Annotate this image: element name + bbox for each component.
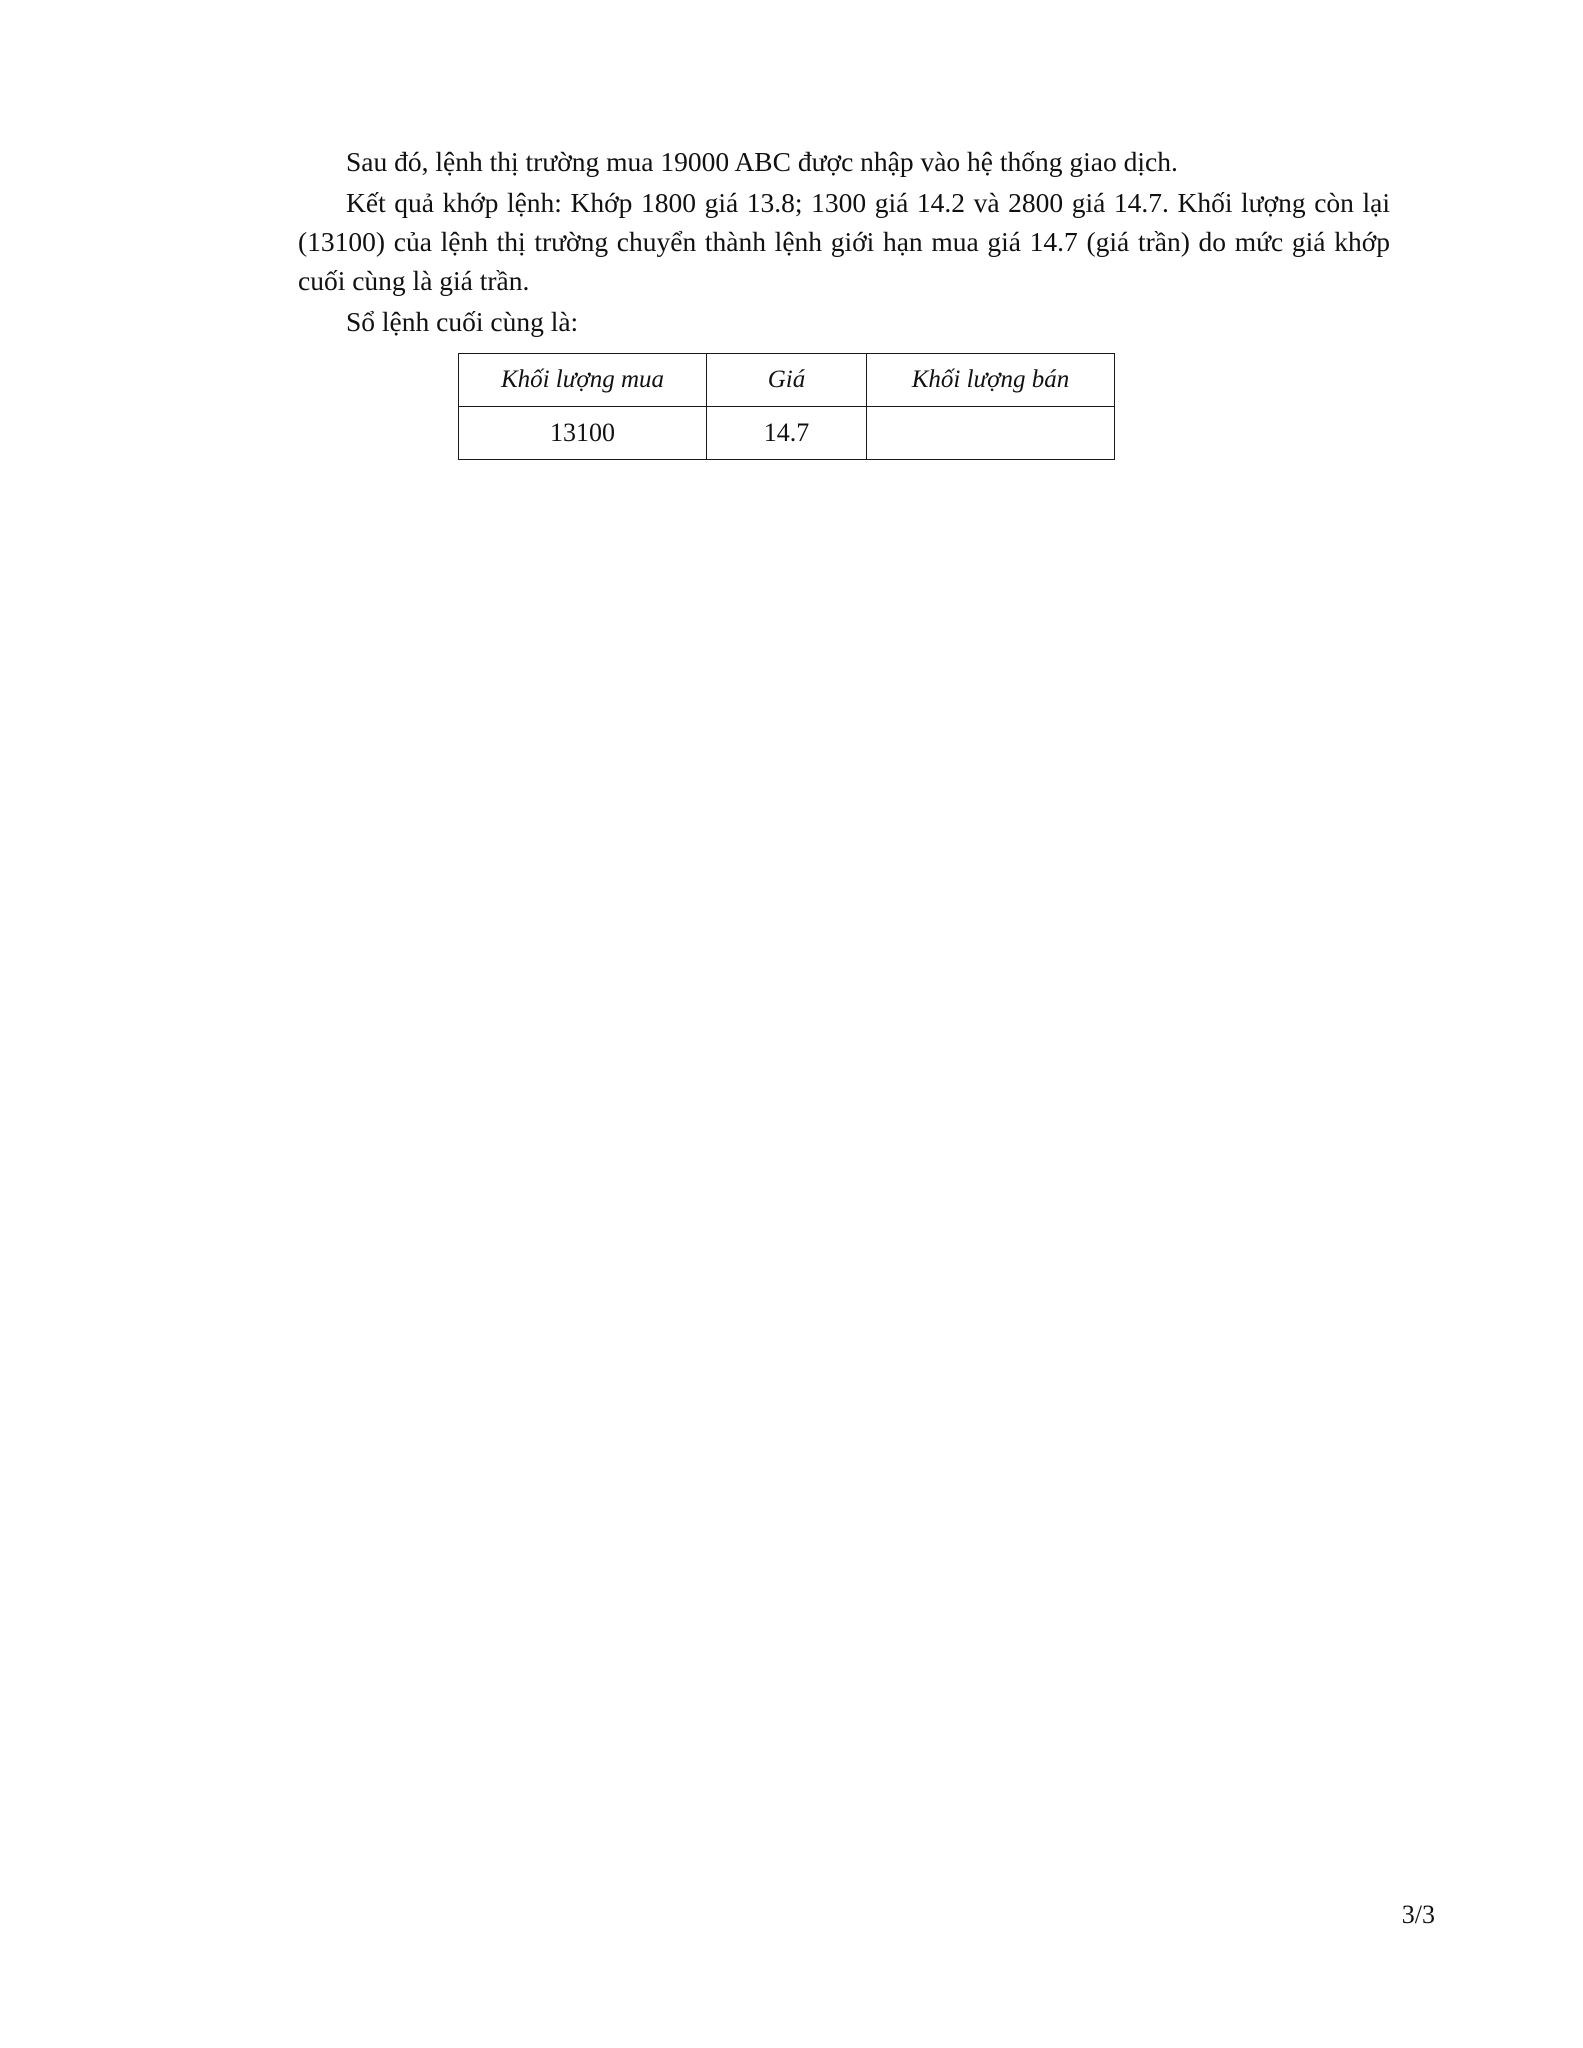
order-book-table [458, 353, 1115, 460]
cell-price: 14.7 [707, 407, 867, 460]
column-header-sell-volume: Khối lượng bán [867, 354, 1115, 407]
table-header-row [459, 354, 1115, 407]
paragraph-1: Sau đó, lệnh thị trường mua 19000 ABC được nhập vào hệ thống giao dịch. [346, 146, 1178, 177]
paragraph-3: Sổ lệnh cuối cùng là: [346, 306, 579, 338]
paragraph-2: Kết quả khớp lệnh: Khớp 1800 giá 13.8; 1300 giá 14.2 và 2800 giá 14.7. Khối lượng còn lại (13100) của lệnh thị trường chuyển thành lệnh giới hạn mua giá 14.7 (giá trần) do mức giá khớp cuối cùng là giá trần. [298, 187, 1390, 297]
page-number: 3/3 [1401, 1900, 1435, 1929]
column-header-buy-volume: Khối lượng mua [459, 354, 707, 407]
cell-sell-volume [867, 407, 1115, 460]
column-header-price: Giá [707, 354, 867, 407]
document-body [298, 142, 1390, 460]
cell-buy-volume: 13100 [459, 407, 707, 460]
table-row [459, 407, 1115, 460]
order-book-table-wrapper [458, 353, 1390, 460]
